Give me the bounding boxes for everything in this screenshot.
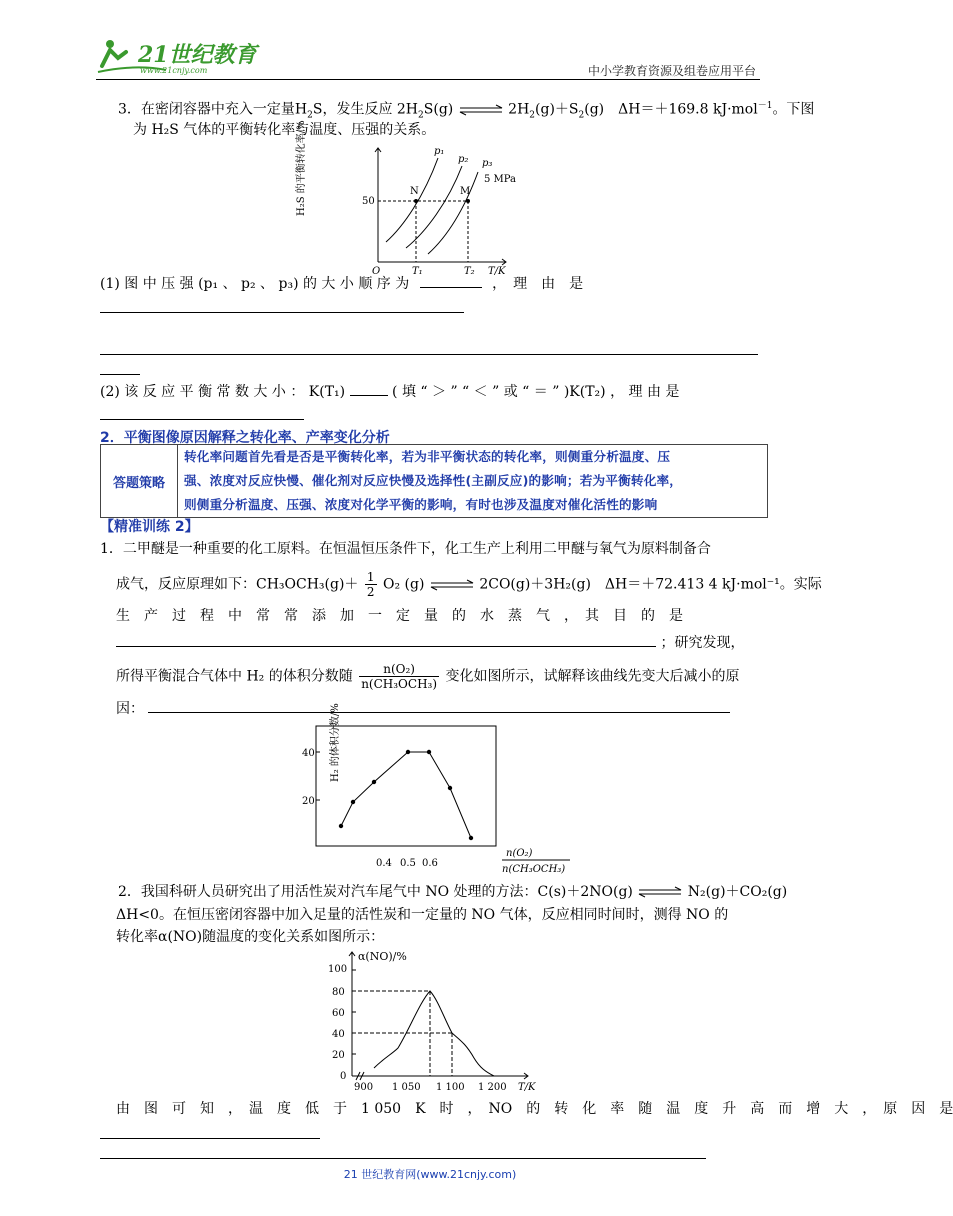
label-m: M	[460, 186, 471, 197]
label-n: N	[410, 186, 419, 197]
fig2-xfrac-num: n(O₂)	[506, 848, 533, 859]
fig3-xtick-1100: 1 100	[436, 1082, 465, 1093]
curve-p3	[428, 172, 478, 254]
answer-blank-k[interactable]	[350, 381, 388, 396]
equilibrium-arrow-icon	[458, 105, 504, 115]
plot-frame	[316, 726, 496, 846]
fig3-xtick-1200: 1 200	[478, 1082, 507, 1093]
label-5mpa: 5 MPa	[484, 174, 517, 185]
label-p2: p₂	[458, 154, 469, 165]
fig1-ylabel: H₂S 的平衡转化率/%	[296, 120, 307, 216]
logo-url: www.21cnjy.com	[140, 66, 208, 75]
q1-line6: 因：	[116, 698, 730, 720]
q1-line3: 生 产 过 程 中 常 常 添 加 一 定 量 的 水 蒸 气 ， 其 目 的 是	[116, 608, 683, 624]
strategy-label: 答题策略	[101, 445, 178, 518]
fig3-xtick-1050: 1 050	[392, 1082, 421, 1093]
q3-sub1: (1) 图 中 压 强 (p₁ 、 p₂ 、 p₃) 的 大 小 顺 序 为 ， 理 由 是	[100, 273, 583, 295]
fig3-xlabel: T/K	[518, 1082, 536, 1093]
answer-blank-explain[interactable]	[148, 698, 730, 713]
point-m	[466, 199, 470, 203]
equilibrium-arrow-icon	[637, 887, 683, 897]
figure-no-conversion	[318, 948, 548, 1100]
fig3-ytick-60: 60	[332, 1008, 345, 1019]
drill-title: 【精准训练 2】	[100, 519, 199, 535]
fig3-ylabel: α(NO)/%	[358, 950, 407, 963]
label-p1: p₁	[434, 146, 445, 157]
strategy-table	[100, 444, 768, 518]
q1-line2: 成气，反应原理如下：CH₃OCH₃(g)＋ $\frac{1}{2}$ O₂ (g) 2CO(g)＋3H₂(g) ΔH＝＋72.413 4 kJ·mol⁻¹。实际	[116, 570, 822, 599]
label-p3: p₃	[482, 158, 493, 169]
q3-line2: 为 H₂S 气体的平衡转化率与温度、压强的关系。	[133, 122, 436, 138]
figure-h2-volume-fraction	[280, 703, 580, 884]
fig3-origin: 0	[340, 1071, 347, 1082]
fig2-ytick-40: 40	[302, 748, 315, 759]
answer-blank-purpose[interactable]	[116, 632, 656, 647]
answer-blank-cause[interactable]	[100, 1124, 320, 1139]
strategy-text: 转化率问题首先看是否是平衡转化率，若为非平衡状态的转化率，则侧重分析温度、压 强、浓度对反应快慢、催化剂对反应快慢及选择性(主副反应)的影响；若为平衡转化率， 则侧重分析温度、压强、浓度对化学平衡的影响，有时也涉及温度对催化活性的影响	[178, 445, 768, 518]
fig3-ytick-40: 40	[332, 1029, 345, 1040]
footer-divider	[100, 1158, 706, 1159]
q2-line3: 转化率α(NO)随温度的变化关系如图所示：	[116, 929, 385, 945]
fig2-ylabel: H₂ 的体积分数/%	[330, 703, 341, 782]
q3-sub2: (2) 该 反 应 平 衡 常 数 大 小 ： K(T₁) ( 填 “ ＞ ” “ ＜ ” 或 “ ＝ ” )K(T₂) ， 理 由 是	[100, 381, 679, 403]
fig2-xfrac-den: n(CH₃OCH₃)	[502, 864, 566, 875]
q1-line5: 所得平衡混合气体中 H₂ 的体积分数随 $\frac{\text{n(O₂)}}{\text{n(CH₃OCH₃)}}$ 变化如图所示，试解释该曲线先变大后减小的原	[116, 662, 740, 691]
q2-line4: 由 图 可 知 ， 温 度 低 于 1 050 K 时 ， NO 的 转 化 率 随 温 度 升 高 而 增 大 ， 原 因 是	[116, 1101, 953, 1117]
answer-blank-reason2[interactable]	[100, 405, 304, 420]
fig1-origin: O	[372, 266, 381, 277]
answer-blank-reason1[interactable]	[100, 298, 464, 313]
q1-line1: 1．二甲醚是一种重要的化工原料。在恒温恒压条件下，化工生产上利用二甲醚与氧气为原料制备合	[100, 541, 711, 557]
answer-blank-order[interactable]	[420, 273, 482, 288]
point-n	[414, 199, 418, 203]
logo-text: 21世纪教育	[138, 42, 257, 68]
fig3-ytick-100: 100	[328, 964, 348, 975]
fig3-xtick-900: 900	[354, 1082, 374, 1093]
section-title: 2．平衡图像原因解释之转化率、产率变化分析	[100, 430, 390, 446]
fig2-xtick-04: 0.4	[376, 858, 392, 869]
q2-line1: 2．我国科研人员研究出了用活性炭对汽车尾气中 NO 处理的方法：C(s)＋2NO(g) N₂(g)＋CO₂(g)	[118, 884, 788, 900]
q1-line4: ；研究发现，	[116, 632, 744, 654]
fig2-xtick-05: 0.5	[400, 858, 416, 869]
fig2-curve	[341, 752, 471, 838]
fig1-ytick: 50	[362, 196, 375, 207]
fig2-ytick-20: 20	[302, 796, 315, 807]
curve-p1	[386, 158, 438, 242]
site-logo	[96, 36, 256, 76]
figure-h2s-conversion	[296, 120, 526, 280]
fig2-xtick-06: 0.6	[422, 858, 438, 869]
fig3-ytick-80: 80	[332, 987, 345, 998]
equilibrium-arrow-icon	[429, 580, 475, 590]
answer-blank-reason1b[interactable]	[100, 340, 758, 355]
fig1-xtick-t2: T₂	[464, 266, 475, 277]
fig1-xtick-t1: T₁	[412, 266, 423, 277]
fig3-ytick-20: 20	[332, 1050, 345, 1061]
platform-name: 中小学教育资源及组卷应用平台	[587, 64, 756, 78]
footer-text: 21 世纪教育网(www.21cnjy.com)	[343, 1168, 517, 1181]
fig1-xlabel: T/K	[488, 266, 506, 277]
answer-blank-reason1c[interactable]	[100, 360, 140, 375]
q3-line1: 3．在密闭容器中充入一定量$H_2S$，发生反应 $2H_2S(g)$ $2H_2(g)+S_2(g)$ ΔH＝＋169.8 kJ·mol$^{-1}$。下图	[118, 101, 815, 121]
q2-line2: ΔH<0。在恒压密闭容器中加入足量的活性炭和一定量的 NO 气体，反应相同时间时，测得 NO 的	[116, 907, 729, 923]
header-divider	[96, 79, 760, 80]
